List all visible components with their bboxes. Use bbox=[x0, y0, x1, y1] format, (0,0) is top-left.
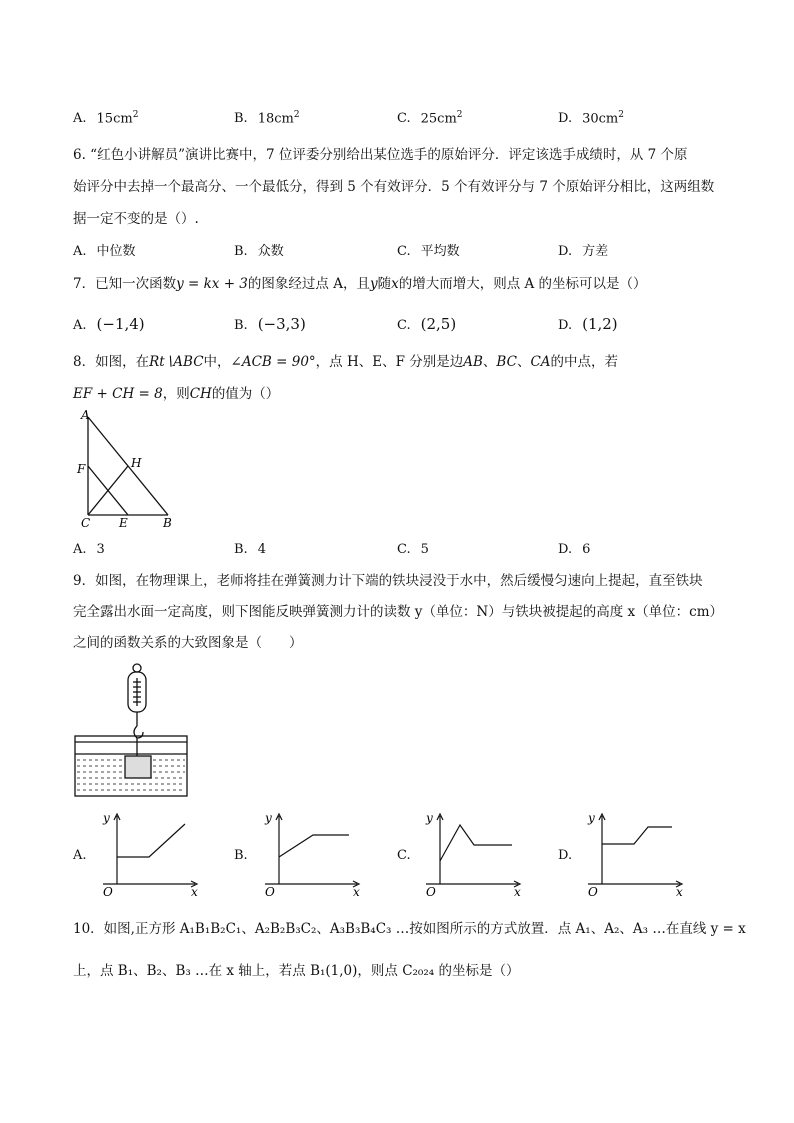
q9-graph-d bbox=[580, 808, 690, 898]
q10-stem-line-2: 上，点 B₁、B₂、B₃ …在 x 轴上，若点 B₁(1,0)，则点 C₂₀₂₄ 的坐标是（） bbox=[73, 963, 520, 979]
q8-option-c: C. 5 bbox=[397, 542, 429, 557]
q8-triangle-figure bbox=[73, 405, 183, 530]
q8-stem-line-1: 8．如图，在Rt∖ABC中，∠ACB = 90°，点 H、E、F 分别是边AB、BC、CA的中点，若 bbox=[73, 354, 619, 370]
q9-graph-c-o: O bbox=[426, 885, 436, 898]
q8-label-h: H bbox=[131, 456, 142, 470]
q6-option-b: B. 众数 bbox=[234, 244, 284, 259]
q9-graph-d-o: O bbox=[588, 885, 598, 898]
q9-option-d-label: D. bbox=[558, 848, 573, 863]
q7-option-c: C. (2,5) bbox=[397, 315, 457, 333]
q8-option-a: A. 3 bbox=[73, 542, 105, 557]
q9-stem-line-1: 9．如图，在物理课上，老师将挂在弹簧测力计下端的铁块浸没于水中，然后缓慢匀速向上提起，直至铁块 bbox=[73, 573, 703, 589]
q9-graph-c-y: y bbox=[426, 811, 433, 825]
q7-option-a: A. (−1,4) bbox=[73, 315, 145, 333]
q5-option-c: C. $25cm^2$ bbox=[397, 110, 463, 127]
q6-option-c: C. 平均数 bbox=[397, 244, 460, 259]
q9-option-b-label: B. bbox=[234, 848, 248, 863]
q9-graph-c bbox=[418, 808, 528, 898]
q9-graph-d-x: x bbox=[676, 885, 683, 898]
q6-option-a: A. 中位数 bbox=[73, 244, 136, 259]
q9-graph-a-y: y bbox=[103, 811, 110, 825]
q8-stem-line-2: EF + CH = 8，则CH的值为（） bbox=[73, 386, 280, 402]
q9-graph-c-x: x bbox=[514, 885, 521, 898]
q6-stem-line-1: 6. “红色小讲解员”演讲比赛中，7 位评委分别给出某位选手的原始评分．评定该选手成绩时，从 7 个原 bbox=[73, 147, 688, 163]
q9-stem-line-2: 完全露出水面一定高度，则下图能反映弹簧测力计的读数 y（单位：N）与铁块被提起的高度 x（单位：cm） bbox=[73, 604, 723, 620]
q9-graph-b-o: O bbox=[265, 885, 275, 898]
q9-graph-d-y: y bbox=[588, 811, 595, 825]
q9-option-a-label: A. bbox=[73, 848, 87, 863]
q9-graph-b-x: x bbox=[353, 885, 360, 898]
q8-label-a: A bbox=[81, 408, 90, 422]
q9-graph-b bbox=[257, 808, 367, 898]
q5-option-b: B. $18cm^2$ bbox=[234, 110, 300, 127]
q8-label-c: C bbox=[81, 516, 91, 530]
q8-label-b: B bbox=[163, 516, 172, 530]
q9-graph-a-o: O bbox=[103, 885, 113, 898]
q7-option-d: D. (1,2) bbox=[558, 315, 618, 333]
q10-stem-line-1: 10．如图,正方形 A₁B₁B₂C₁、A₂B₂B₃C₂、A₃B₃B₄C₃ …按如图所示的方式放置．点 A₁、A₂、A₃ …在直线 y = x bbox=[73, 921, 746, 937]
q8-label-e: E bbox=[119, 516, 128, 530]
q5-option-a: A. $15cm^2$ bbox=[73, 110, 139, 127]
q7-stem: 7．已知一次函数y = kx + 3的图象经过点 A，且y随x的增大而增大，则点 A 的坐标可以是（） bbox=[73, 276, 647, 292]
spring-scale-beaker-figure bbox=[73, 662, 198, 802]
q9-stem-line-3: 之间的函数关系的大致图象是（ ） bbox=[73, 635, 303, 651]
q8-option-b: B. 4 bbox=[234, 542, 266, 557]
q6-stem-line-2: 始评分中去掉一个最高分、一个最低分，得到 5 个有效评分．5 个有效评分与 7 个原始评分相比，这两组数 bbox=[73, 179, 715, 195]
q9-graph-a bbox=[95, 808, 205, 898]
q7-option-b: B. (−3,3) bbox=[234, 315, 306, 333]
q6-stem-line-3: 据一定不变的是（）. bbox=[73, 211, 199, 227]
q9-graph-b-y: y bbox=[265, 811, 272, 825]
q9-option-c-label: C. bbox=[397, 848, 411, 863]
q6-option-d: D. 方差 bbox=[558, 244, 609, 259]
q8-label-f: F bbox=[77, 462, 86, 476]
q8-option-d: D. 6 bbox=[558, 542, 591, 557]
q9-graph-a-x: x bbox=[191, 885, 198, 898]
q5-option-d: D. $30cm^2$ bbox=[558, 110, 624, 127]
